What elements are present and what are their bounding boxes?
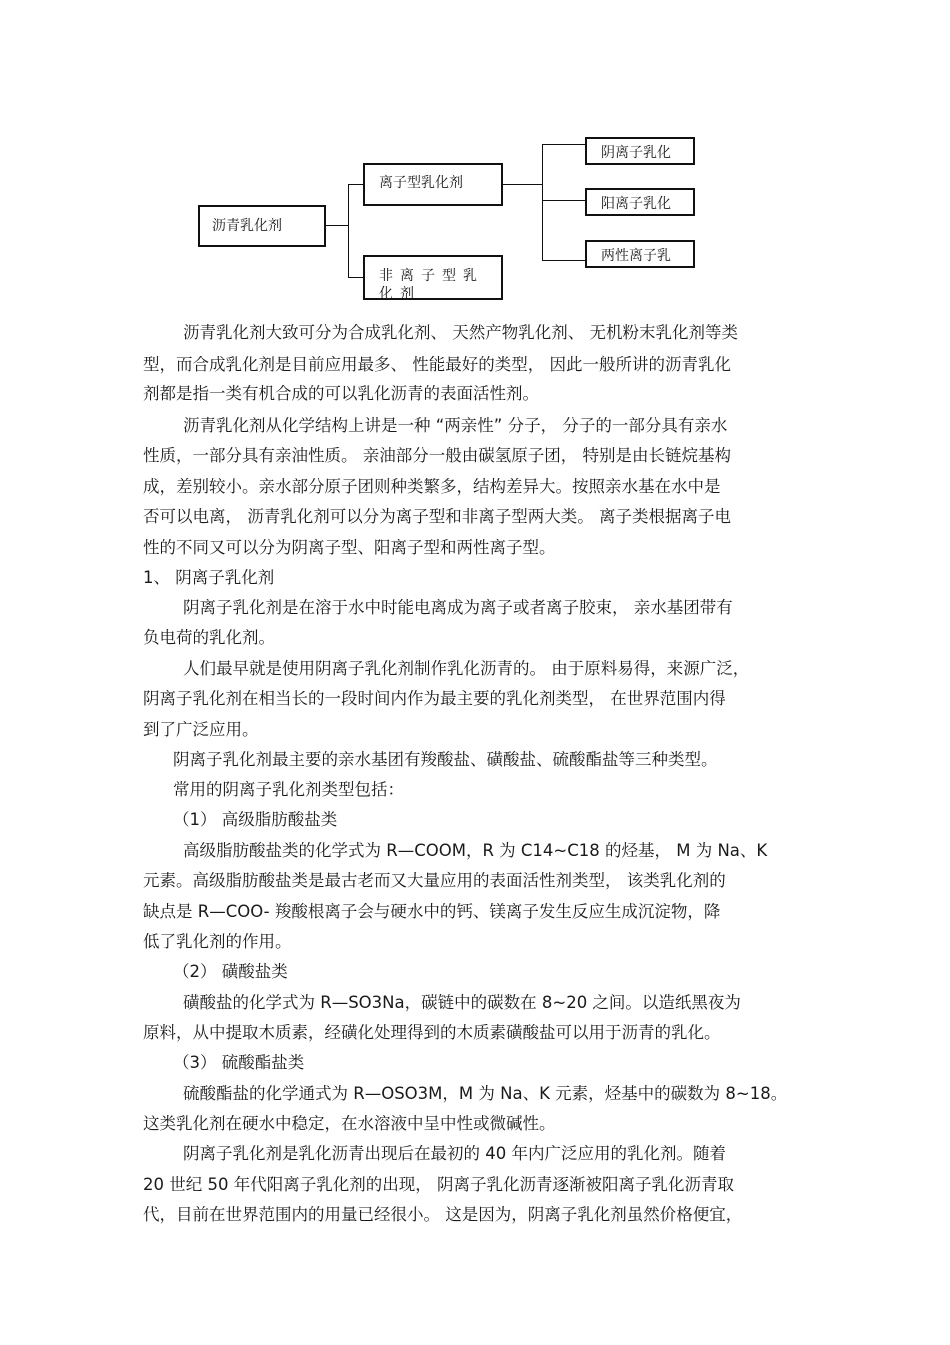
connector-line [542,260,585,261]
connector-line [326,225,348,226]
paragraph-line: 沥青乳化剂大致可分为合成乳化剂、 天然产物乳化剂、 无机粉末乳化剂等类 [183,323,738,342]
paragraph-line: 阴离子乳化剂是乳化沥青出现后在最初的 40 年内广泛应用的乳化剂。随着 [183,1144,726,1163]
subsection-heading: （1） 高级脂肪酸盐类 [173,810,338,829]
subsection-heading: （2） 磺酸盐类 [173,962,288,981]
subsection-heading: （3） 硫酸酯盐类 [173,1053,305,1072]
paragraph-line: 20 世纪 50 年代阳离子乳化剂的出现， 阴离子乳化沥青逐渐被阳离子乳化沥青取 [143,1175,734,1194]
connector-line [542,144,585,145]
paragraph-line: 常用的阴离子乳化剂类型包括： [173,780,404,799]
paragraph-line: 低了乳化剂的作用。 [143,932,292,951]
paragraph-line: 人们最早就是使用阴离子乳化剂制作乳化沥青的。 由于原料易得，来源广泛， [183,659,750,678]
diagram-node-root: 沥青乳化剂 [198,205,326,247]
paragraph-line: 磺酸盐的化学式为 R—SO3Na，碳链中的碳数在 8~20 之间。以造纸黑夜为 [183,993,741,1012]
paragraph-line: 硫酸酯盐的化学通式为 R—OSO3M，M 为 Na、K 元素，烃基中的碳数为 8~18。 [183,1084,788,1103]
connector-line [542,200,585,201]
paragraph-line: 缺点是 R—COO- 羧酸根离子会与硬水中的钙、镁离子发生反应生成沉淀物，降 [143,902,721,921]
paragraph-line: 成，差别较小。亲水部分原子团则种类繁多，结构差异大。按照亲水基在水中是 [143,477,721,496]
paragraph-line: 阴离子乳化剂在相当长的一段时间内作为最主要的乳化剂类型， 在世界范围内得 [143,689,726,708]
paragraph-line: 到了广泛应用。 [143,720,259,739]
paragraph-line: 沥青乳化剂从化学结构上讲是一种 “两亲性” 分子， 分子的一部分具有亲水 [183,416,728,435]
paragraph-line: 阴离子乳化剂最主要的亲水基团有羧酸盐、磺酸盐、硫酸酯盐等三种类型。 [173,750,718,769]
diagram-node-ionic: 离子型乳化剂 [363,163,503,206]
classification-diagram [0,0,950,320]
diagram-node-anionic: 阴离子乳化 [585,137,695,165]
diagram-node-nonionic: 非离子型乳化剂 [363,255,503,300]
paragraph-line: 原料，从中提取木质素，经磺化处理得到的木质素磺酸盐可以用于沥青的乳化。 [143,1023,721,1042]
paragraph-line: 代，目前在世界范围内的用量已经很小。 这是因为，阴离子乳化剂虽然价格便宜， [143,1205,743,1224]
paragraph-line: 性质，一部分具有亲油性质。 亲油部分一般由碳氢原子团， 特别是由长链烷基构 [143,446,731,465]
paragraph-line: 负电荷的乳化剂。 [143,628,275,647]
connector-line [542,144,543,261]
paragraph-line: 性的不同又可以分为阴离子型、阳离子型和两性离子型。 [143,538,556,557]
connector-line [348,184,363,185]
connector-line [348,277,363,278]
paragraph-line: 高级脂肪酸盐类的化学式为 R—COOM，R 为 C14~C18 的烃基， M 为 Na、K [183,841,768,860]
paragraph-line: 这类乳化剂在硬水中稳定，在水溶液中呈中性或微碱性。 [143,1114,556,1133]
section-heading: 1、 阴离子乳化剂 [143,568,275,587]
paragraph-line: 元素。高级脂肪酸盐类是最古老而又大量应用的表面活性剂类型， 该类乳化剂的 [143,871,726,890]
paragraph-line: 剂都是指一类有机合成的可以乳化沥青的表面活性剂。 [143,384,539,403]
connector-line [503,184,542,185]
paragraph-line: 否可以电离， 沥青乳化剂可以分为离子型和非离子型两大类。 离子类根据离子电 [143,507,731,526]
paragraph-line: 阴离子乳化剂是在溶于水中时能电离成为离子或者离子胶束， 亲水基团带有 [183,598,733,617]
diagram-node-amphoteric: 两性离子乳 [585,240,695,268]
connector-line [348,184,349,278]
paragraph-line: 型，而合成乳化剂是目前应用最多、 性能最好的类型， 因此一般所讲的沥青乳化 [143,355,731,374]
diagram-node-cationic: 阳离子乳化 [585,188,695,216]
